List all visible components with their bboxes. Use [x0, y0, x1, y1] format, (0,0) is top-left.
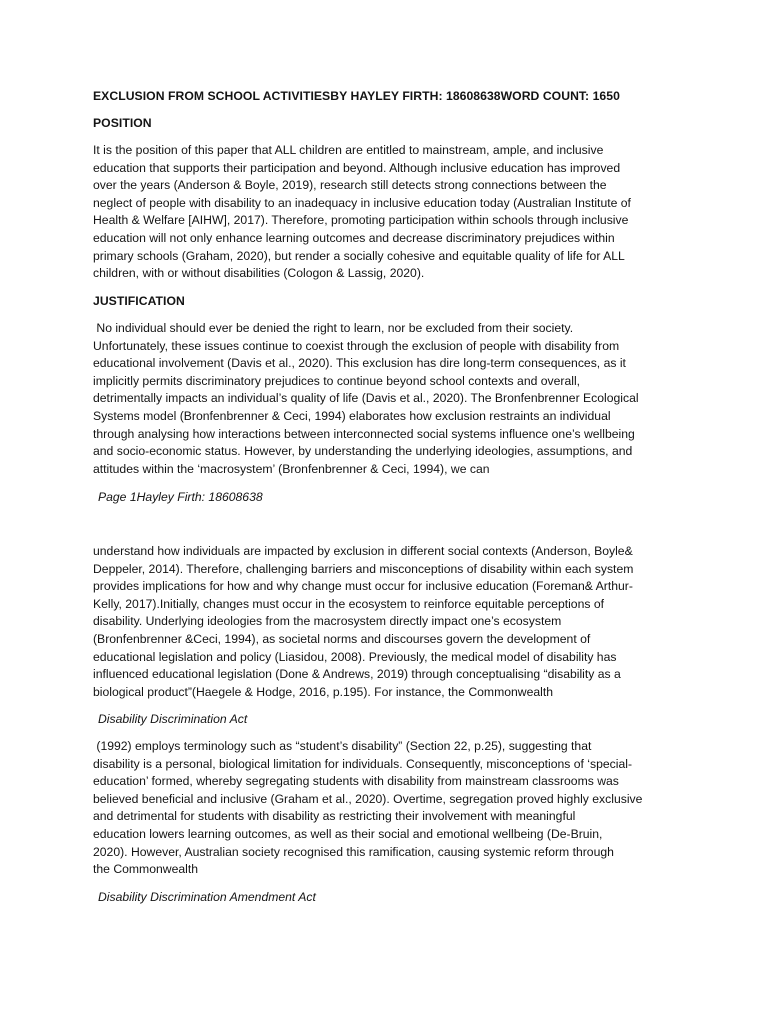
paragraph-line: Systems model (Bronfenbrenner & Ceci, 1994) elaborates how exclusion restraints an individual	[93, 408, 611, 423]
justification-paragraph	[93, 320, 679, 478]
paragraph-line: It is the position of this paper that ALL children are entitled to mainstream, ample, and inclusive	[93, 143, 604, 157]
paragraph-line: and detrimental for students with disability as restricting their involvement with meaningful	[93, 809, 576, 824]
paragraph-line: implicitly permits discriminatory prejudices to continue beyond school contexts and overall,	[93, 373, 581, 388]
paragraph-line: and socio-economic status. However, by understanding the underlying ideologies, assumptions, and	[93, 444, 633, 459]
paragraph-line: provides implications for how and why change must occur for inclusive education (Foreman& Arthur-	[93, 579, 633, 594]
justification-heading: JUSTIFICATION	[93, 294, 185, 308]
act-title: Disability Discrimination Act	[98, 712, 248, 726]
document-title: EXCLUSION FROM SCHOOL ACTIVITIESBY HAYLEY FIRTH: 18608638WORD COUNT: 1650	[93, 89, 620, 103]
position-paragraph	[93, 142, 679, 283]
paragraph-line: education will not only enhance learning outcomes and decrease discriminatory prejudices within	[93, 230, 615, 245]
paragraph-line: education’ formed, whereby segregating students with disability from mainstream classrooms was	[93, 774, 619, 789]
act-title: Disability Discrimination Amendment Act	[98, 890, 316, 904]
paragraph-line: through analysing how interactions between interconnected social systems influence one’s wellbeing	[93, 426, 635, 441]
paragraph-line: detrimentally impacts an individual’s quality of life (Davis et al., 2020). The Bronfenbrenner Ecological	[93, 391, 639, 406]
page-footer: Page 1Hayley Firth: 18608638	[98, 490, 263, 504]
paragraph-line: biological product”(Haegele & Hodge, 2016, p.195). For instance, the Commonwealth	[93, 684, 554, 699]
paragraph-line: (Bronfenbrenner &Ceci, 1994), as societal norms and discourses govern the development of	[93, 631, 591, 646]
paragraph-line: Deppeler, 2014). Therefore, challenging barriers and misconceptions of disability within each system	[93, 561, 634, 576]
act-paragraph	[93, 738, 679, 879]
paragraph-line: disability. Underlying ideologies from the macrosystem directly impact one’s ecosystem	[93, 614, 562, 629]
paragraph-line: Health & Welfare [AIHW], 2017). Therefore, promoting participation within schools through inclusive	[93, 213, 629, 228]
paragraph-line: education lowers learning outcomes, as well as their social and emotional wellbeing (De-Bruin,	[93, 826, 603, 841]
paragraph-line: 2020). However, Australian society recognised this ramification, causing systemic reform through	[93, 844, 614, 859]
paragraph-line: educational involvement (Davis et al., 2020). This exclusion has dire long-term consequences, as it	[93, 356, 626, 371]
paragraph-line: (1992) employs terminology such as “student’s disability” (Section 22, p.25), suggesting that	[93, 739, 592, 753]
paragraph-line: primary schools (Graham, 2020), but render a socially cohesive and equitable quality of life for ALL	[93, 248, 625, 263]
paragraph-line: No individual should ever be denied the right to learn, nor be excluded from their society.	[93, 321, 574, 335]
paragraph-line: understand how individuals are impacted by exclusion in different social contexts (Anderson, Boyle&	[93, 544, 633, 558]
continuation-paragraph	[93, 543, 679, 701]
paragraph-line: children, with or without disabilities (Cologon & Lassig, 2020).	[93, 266, 425, 281]
paragraph-line: over the years (Anderson & Boyle, 2019), research still detects strong connections between the	[93, 178, 607, 193]
position-heading: POSITION	[93, 116, 152, 130]
paragraph-line: Unfortunately, these issues continue to coexist through the exclusion of people with disability from	[93, 338, 620, 353]
paragraph-line: neglect of people with disability to an inadequacy in inclusive education today (Australian Institute of	[93, 195, 631, 210]
paragraph-line: Kelly, 2017).Initially, changes must occur in the ecosystem to reinforce equitable perceptions of	[93, 596, 605, 611]
paragraph-line: educational legislation and policy (Liasidou, 2008). Previously, the medical model of disability has	[93, 649, 617, 664]
paragraph-line: influenced educational legislation (Done & Andrews, 2019) through conceptualising “disability as a	[93, 667, 621, 682]
paragraph-line: education that supports their participation and beyond. Although inclusive education has improved	[93, 160, 621, 175]
paragraph-line: believed beneficial and inclusive (Graham et al., 2020). Overtime, segregation proved highly exclusive	[93, 791, 643, 806]
paragraph-line: disability is a personal, biological limitation for individuals. Consequently, misconceptions of ‘special-	[93, 756, 632, 771]
paragraph-line: attitudes within the ‘macrosystem’ (Bronfenbrenner & Ceci, 1994), we can	[93, 461, 490, 476]
paragraph-line: the Commonwealth	[93, 862, 198, 877]
